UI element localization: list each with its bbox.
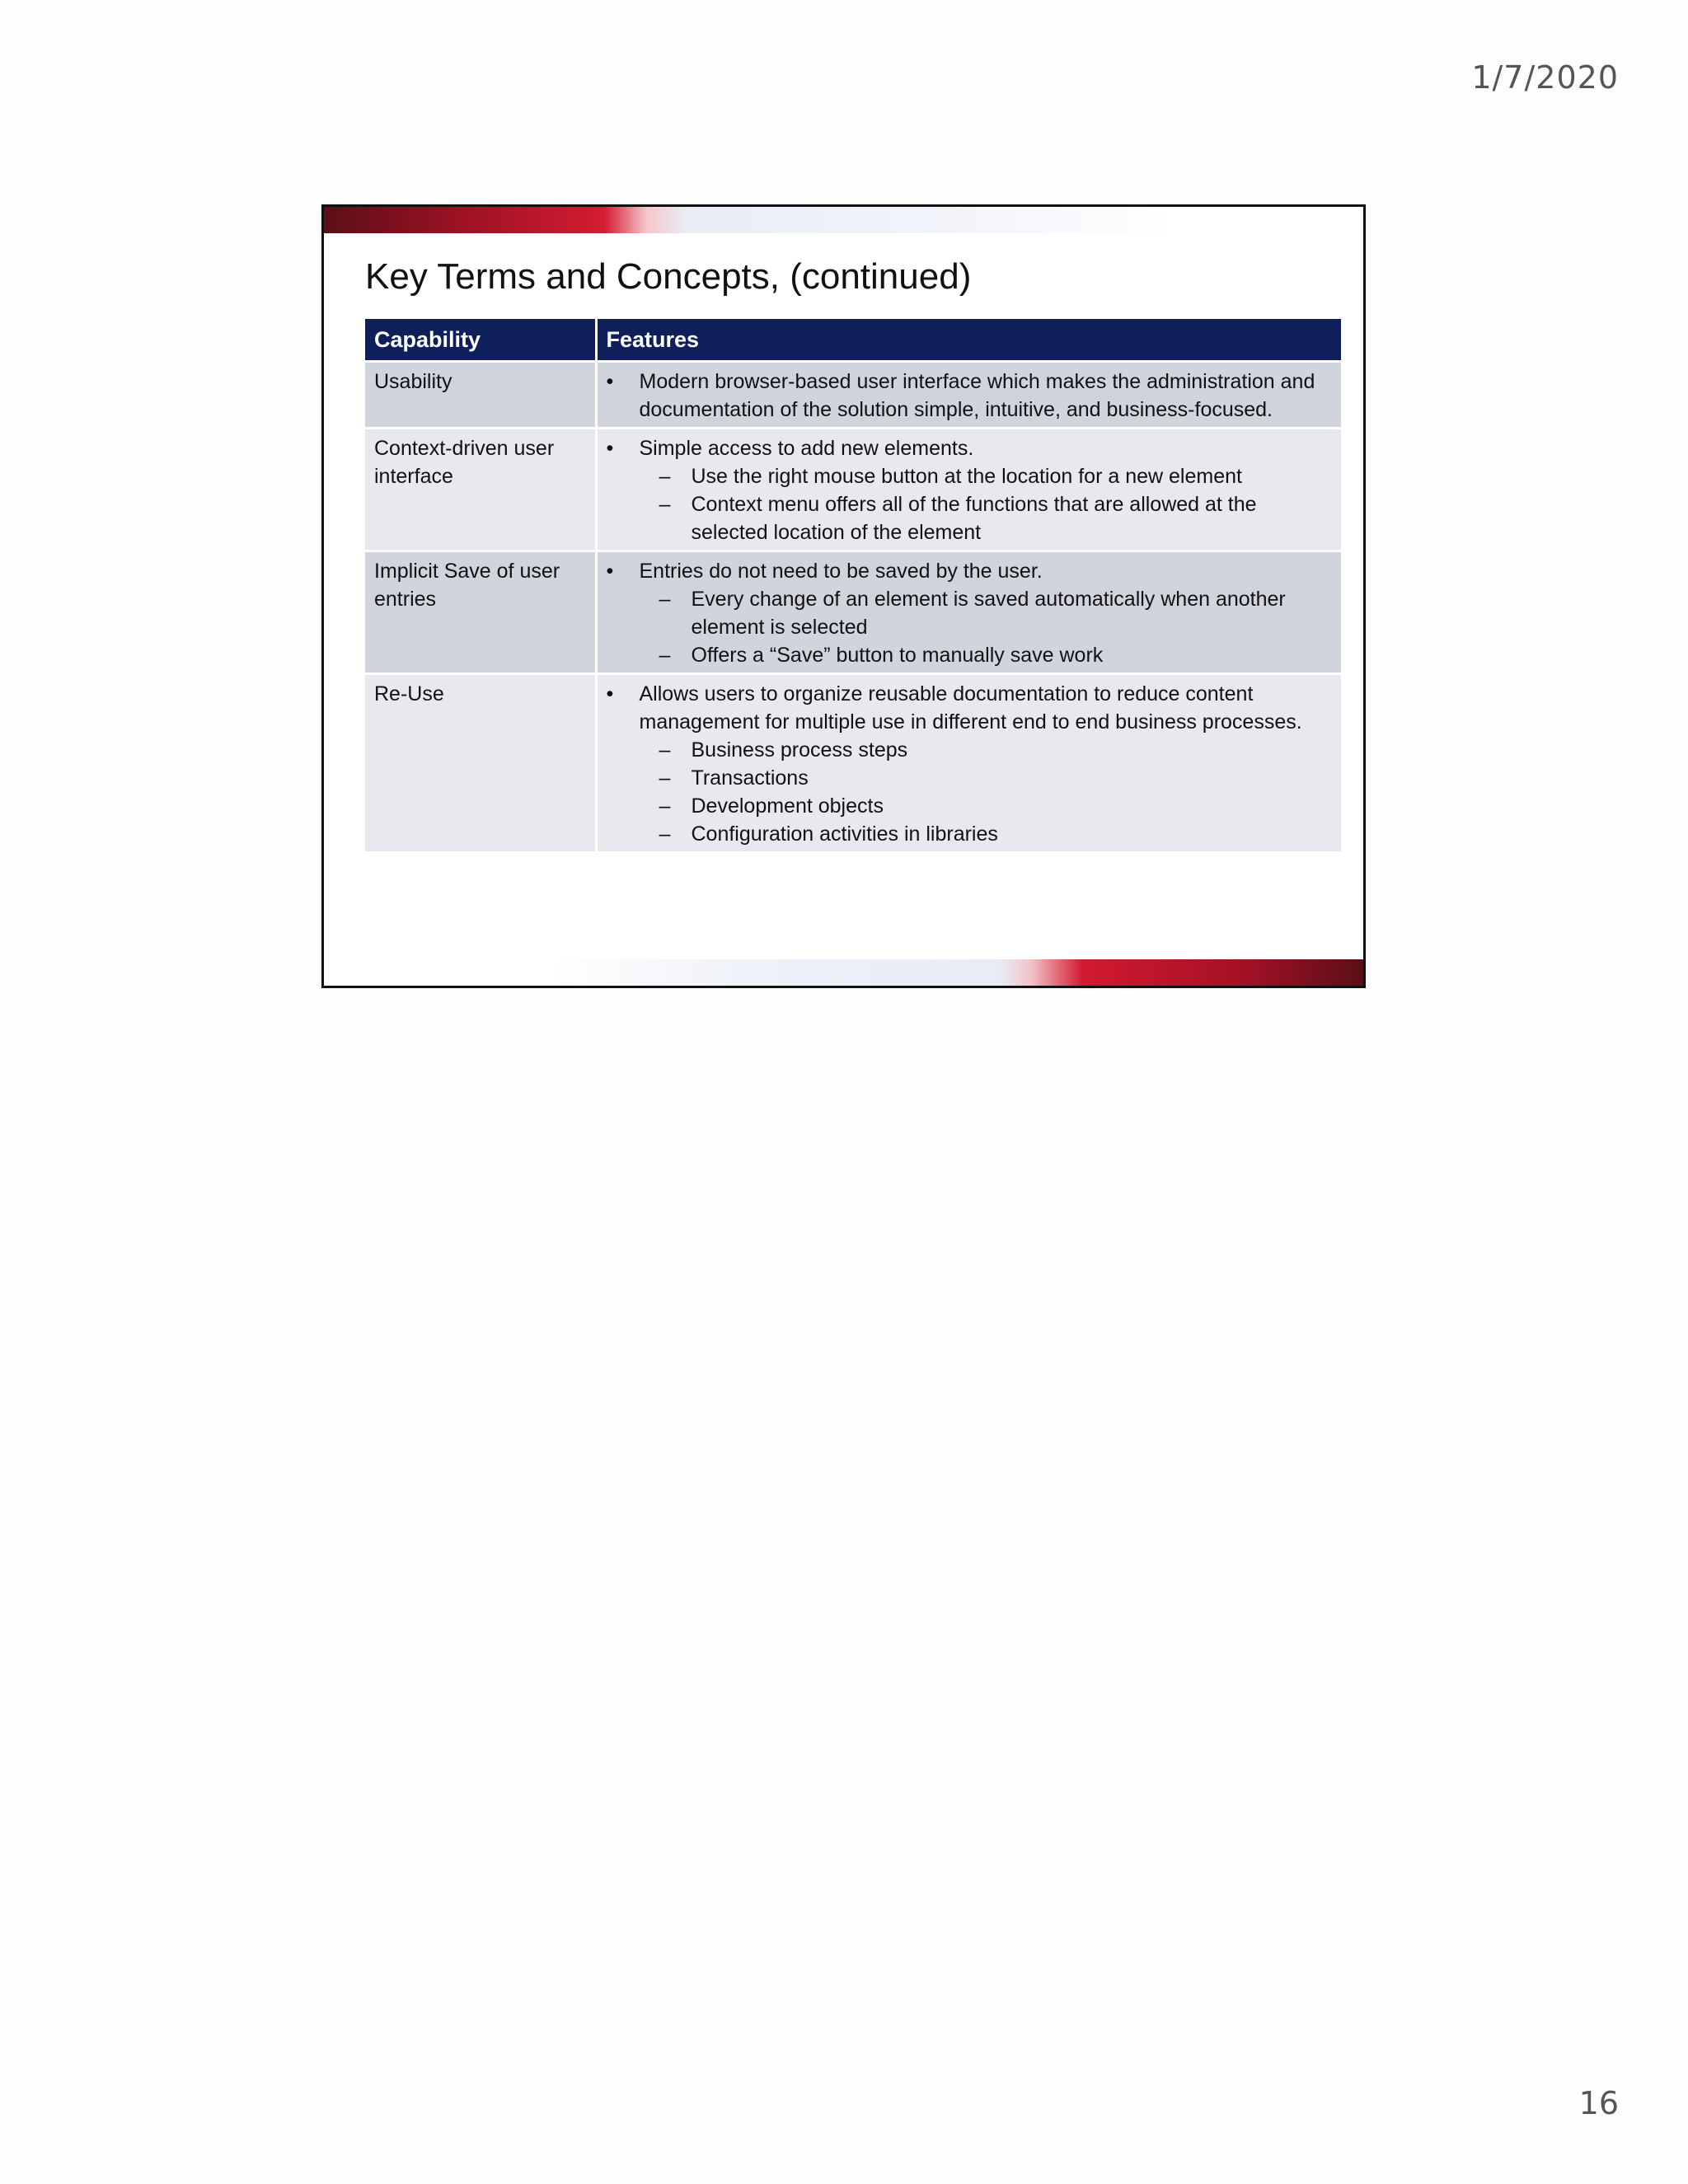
feature-bullet: • Simple access to add new elements. [607, 434, 1333, 462]
top-decorative-band [324, 207, 1363, 233]
table-header-row [365, 319, 1341, 362]
capability-table [365, 319, 1341, 851]
capability-cell: Context-driven user interface [365, 429, 596, 551]
capability-cell: Usability [365, 362, 596, 429]
slide-title: Key Terms and Concepts, (continued) [365, 256, 972, 297]
features-cell [596, 362, 1341, 429]
feature-sub-item: – Offers a “Save” button to manually save work [607, 641, 1333, 669]
feature-sub-item: – Every change of an element is saved automatically when another element is selected [607, 585, 1333, 641]
feature-sub-item: – Context menu offers all of the functions that are allowed at the selected location of the element [607, 490, 1333, 546]
feature-bullet: • Modern browser-based user interface which makes the administration and documentation of the solution simple, intuitive, and business-focused. [607, 368, 1333, 424]
features-cell [596, 674, 1341, 852]
capability-cell: Re-Use [365, 674, 596, 852]
bottom-decorative-band [324, 959, 1363, 986]
features-cell [596, 429, 1341, 551]
feature-sub-item: – Transactions [607, 764, 1333, 792]
table-row [365, 551, 1341, 674]
header-features: Features [596, 319, 1341, 362]
header-capability: Capability [365, 319, 596, 362]
feature-sub-item: – Configuration activities in libraries [607, 820, 1333, 848]
feature-bullet: • Entries do not need to be saved by the user. [607, 557, 1333, 585]
capability-cell: Implicit Save of user entries [365, 551, 596, 674]
features-cell [596, 551, 1341, 674]
table-row [365, 429, 1341, 551]
page-number: 16 [1578, 2085, 1619, 2121]
table-row [365, 362, 1341, 429]
feature-bullet: • Allows users to organize reusable documentation to reduce content management for multiple use in different end to end business processes. [607, 680, 1333, 736]
feature-sub-item: – Development objects [607, 792, 1333, 820]
page-date: 1/7/2020 [1471, 59, 1619, 96]
table-row [365, 674, 1341, 852]
feature-sub-item: – Use the right mouse button at the location for a new element [607, 462, 1333, 490]
feature-sub-item: – Business process steps [607, 736, 1333, 764]
slide [321, 204, 1366, 988]
